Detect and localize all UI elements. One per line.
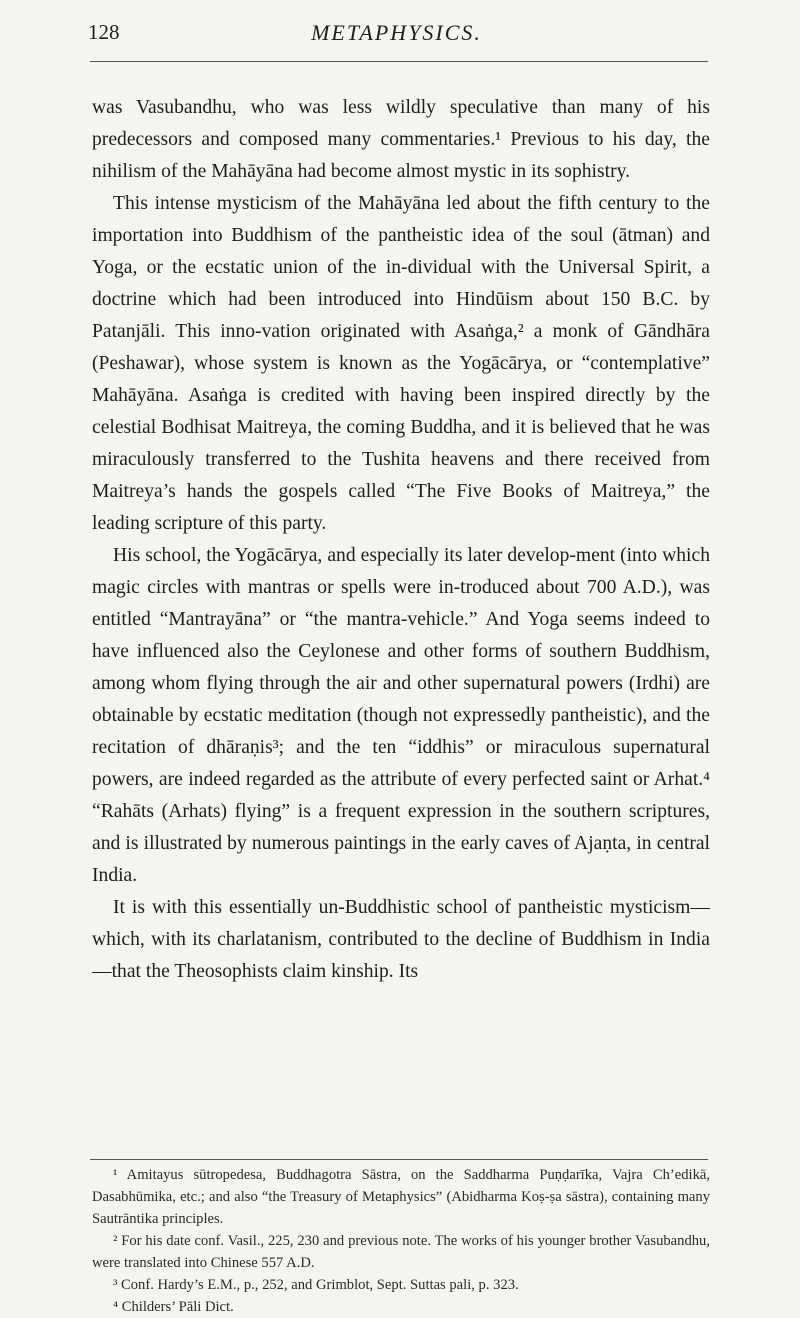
- page-number: 128: [88, 20, 120, 44]
- paragraph-2: This intense mysticism of the Mahāyāna led about the fifth century to the importation into Buddhism of the pantheistic idea of the soul (ātman) and Yoga, or the ecstatic union of the in-dividual with the Universal Spirit, a doctrine which had been introduced into Hindūism about 150 B.C. by Patanjāli. This inno-vation originated with Asaṅga,² a monk of Gāndhāra (Peshawar), whose system is known as the Yogācārya, or “contemplative” Mahāyāna. Asaṅga is credited with having been inspired directly by the celestial Bodhisat Maitreya, the coming Buddha, and it is believed that he was miraculously transferred to the Tushita heavens and there received from Maitreya’s hands the gospels called “The Five Books of Maitreya,” the leading scripture of this party.: [92, 193, 710, 534]
- footnote-1: ¹ Amitayus sūtropedesa, Buddhagotra Sāstra, on the Saddharma Puṇḍarīka, Vajra Ch’edikā, Dasabhūmika, etc.; and also “the Treasury of Metaphysics” (Abidharma Koṣ-ṣa sāstra), containing many Sautrāntika principles.: [92, 1167, 710, 1227]
- main-text: [92, 92, 710, 988]
- footnotes: [92, 1164, 710, 1318]
- paragraph-1: was Vasubandhu, who was less wildly speculative than many of his predecessors and composed many commentaries.¹ Previous to his day, the nihilism of the Mahāyāna had become almost mystic in its sophistry.: [92, 97, 710, 182]
- paragraph-3: His school, the Yogācārya, and especially its later develop-ment (into which magic circles with mantras or spells were in-troduced about 700 A.D.), was entitled “Mantrayāna” or “the mantra-vehicle.” And Yoga seems indeed to have influenced also the Ceylonese and other forms of southern Buddhism, among whom flying through the air and other supernatural powers (Irdhi) are obtainable by ecstatic meditation (though not expressedly pantheistic), and the recitation of dhāraṇis³; and the ten “iddhis” or miraculous supernatural powers, are indeed regarded as the attribute of every perfected saint or Arhat.⁴ “Rahāts (Arhats) flying” is a frequent expression in the southern scriptures, and is illustrated by numerous paintings in the early caves of Ajaṇta, in central India.: [92, 545, 710, 886]
- footnote-2: ² For his date conf. Vasil., 225, 230 and previous note. The works of his younger brother Vasubandhu, were translated into Chinese 557 A.D.: [92, 1233, 710, 1271]
- footnote-3: ³ Conf. Hardy’s E.M., p., 252, and Grimblot, Sept. Suttas pali, p. 323.: [113, 1277, 519, 1293]
- running-head: [88, 14, 705, 48]
- footnote-4: ⁴ Childers’ Pāli Dict.: [113, 1299, 234, 1315]
- running-title: METAPHYSICS.: [311, 20, 482, 45]
- header-rule: [90, 61, 708, 62]
- paragraph-4: It is with this essentially un-Buddhistic school of pantheistic mysticism—which, with its charlatanism, contributed to the decline of Buddhism in India—that the Theosophists claim kinship. Its: [92, 897, 710, 982]
- footnote-rule: [90, 1159, 708, 1160]
